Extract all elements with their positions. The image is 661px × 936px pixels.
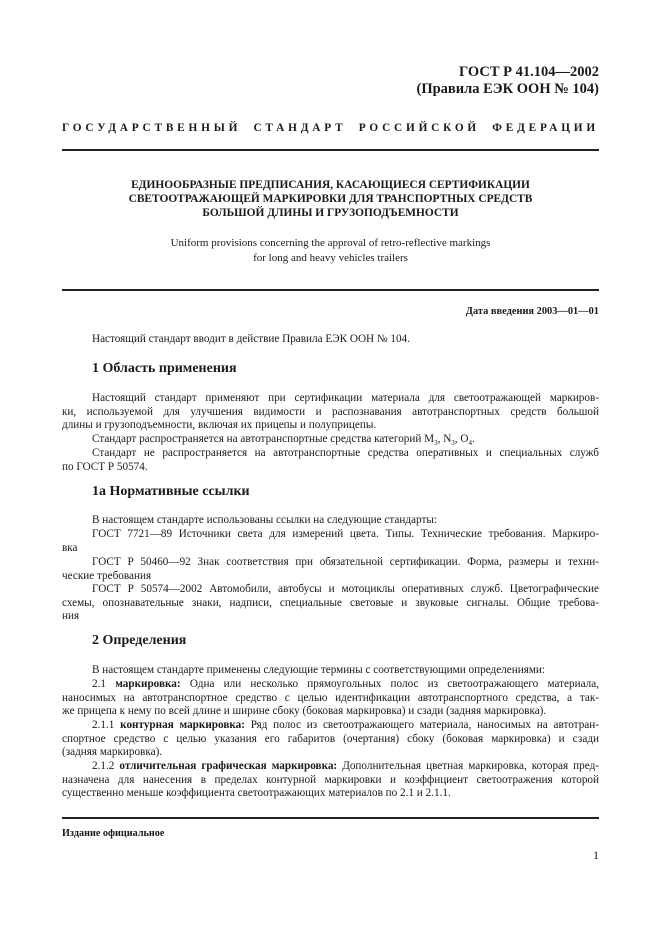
- banner-word: ГОСУДАРСТВЕННЫЙ: [62, 122, 242, 134]
- subtitle-line: Uniform provisions concerning the approval of retro-reflective markings: [170, 237, 491, 249]
- reference-gost-50574: ГОСТ Р 50574—2002 Автомобили, автобусы и мотоциклы оперативных служб. Цветографические схемы, опознавательные знаки, надписи, специальные световые и звуковые сигналы. Общие требова- ния: [62, 583, 599, 623]
- section-1-heading: 1 Область применения: [92, 361, 237, 376]
- official-edition-label: Издание официальное: [62, 828, 165, 839]
- section-1-paragraph-2: Стандарт распространяется на автотранспортные средства категорий $M_3$, $N_3$, $O_4$.: [92, 433, 475, 448]
- section-1a-intro: В настоящем стандарте использованы ссылки на следующие стандарты:: [92, 514, 437, 526]
- banner-word: ФЕДЕРАЦИИ: [492, 122, 599, 134]
- definition-contour-marking: 2.1.1 контурная маркировка: Ряд полос из светоотражающего материала, наносимых на автотран- спортное средство с целью указания его габаритов (очертания) сбоку (боковая маркировка) и сзади (задняя маркировка).: [62, 719, 599, 759]
- intro-paragraph: Настоящий стандарт вводит в действие Правила ЕЭК ООН № 104.: [92, 333, 410, 345]
- section-2-heading: 2 Определения: [92, 633, 187, 648]
- definition-graphic-marking: 2.1.2 отличительная графическая маркировка: Дополнительная цветная маркировка, которая пред- назначена для нанесения в пределах контурной маркировки и коэффициент светоотражения которой существенно меньше коэффициента светоотражающих материалов по 2.1 и 2.1.1.: [62, 760, 599, 800]
- section-1-paragraph-3: Стандарт не распространяется на автотранспортные средства оперативных и специальных служб по ГОСТ Р 50574.: [62, 447, 599, 473]
- document-title: [62, 178, 599, 220]
- top-divider: [62, 149, 599, 151]
- gost-number: ГОСТ Р 41.104—2002: [459, 64, 599, 80]
- reference-gost-7721: ГОСТ 7721—89 Источники света для измерений цвета. Типы. Технические требования. Маркиро- вка: [62, 528, 599, 554]
- definition-marking: 2.1 маркировка: Одна или несколько прямоугольных полос из светоотражающего материала, наносимых на автотранспортное средство с целью идентификации автотранспортного средства, а так- же прицепа к нему по всей длине и ширине сбоку (боковая маркировка) и сзади (задняя маркировка).: [62, 678, 599, 718]
- title-line: СВЕТООТРАЖАЮЩЕЙ МАРКИРОВКИ ДЛЯ ТРАНСПОРТНЫХ СРЕДСТВ: [128, 193, 533, 205]
- section-2-intro: В настоящем стандарте применены следующие термины с соответствующими определениями:: [92, 664, 546, 676]
- definition-term: отличительная графическая маркировка:: [119, 760, 338, 772]
- banner-word: РОССИЙСКОЙ: [358, 122, 480, 134]
- section-1-paragraph-1: Настоящий стандарт применяют при сертификации материала для светоотражающей маркиров- ки, используемой для улучшения видимости и распознавания автотранспортных средств большой длины и грузоподъемности, включая их прицепы и полуприцепы.: [62, 392, 599, 432]
- subtitle-line: for long and heavy vehicles trailers: [253, 252, 408, 264]
- page-number: 1: [593, 848, 599, 862]
- introduction-date: Дата введения 2003—01—01: [465, 306, 599, 317]
- section-1a-heading: 1а Нормативные ссылки: [92, 484, 250, 499]
- title-line: ЕДИНООБРАЗНЫЕ ПРЕДПИСАНИЯ, КАСАЮЩИЕСЯ СЕРТИФИКАЦИИ: [131, 179, 530, 191]
- definition-term: контурная маркировка:: [120, 719, 245, 731]
- title-divider: [62, 289, 599, 291]
- rules-reference: (Правила ЕЭК ООН № 104): [416, 81, 599, 97]
- document-header: [417, 64, 600, 98]
- footer-divider: [62, 817, 599, 819]
- definition-term: маркировка:: [115, 678, 181, 690]
- english-title: [62, 236, 599, 266]
- state-standard-banner: [62, 122, 599, 134]
- reference-gost-50460: ГОСТ Р 50460—92 Знак соответствия при обязательной сертификации. Форма, размеры и техни- ческие требования: [62, 556, 599, 582]
- banner-word: СТАНДАРТ: [253, 122, 347, 134]
- title-line: БОЛЬШОЙ ДЛИНЫ И ГРУЗОПОДЪЕМНОСТИ: [202, 207, 459, 219]
